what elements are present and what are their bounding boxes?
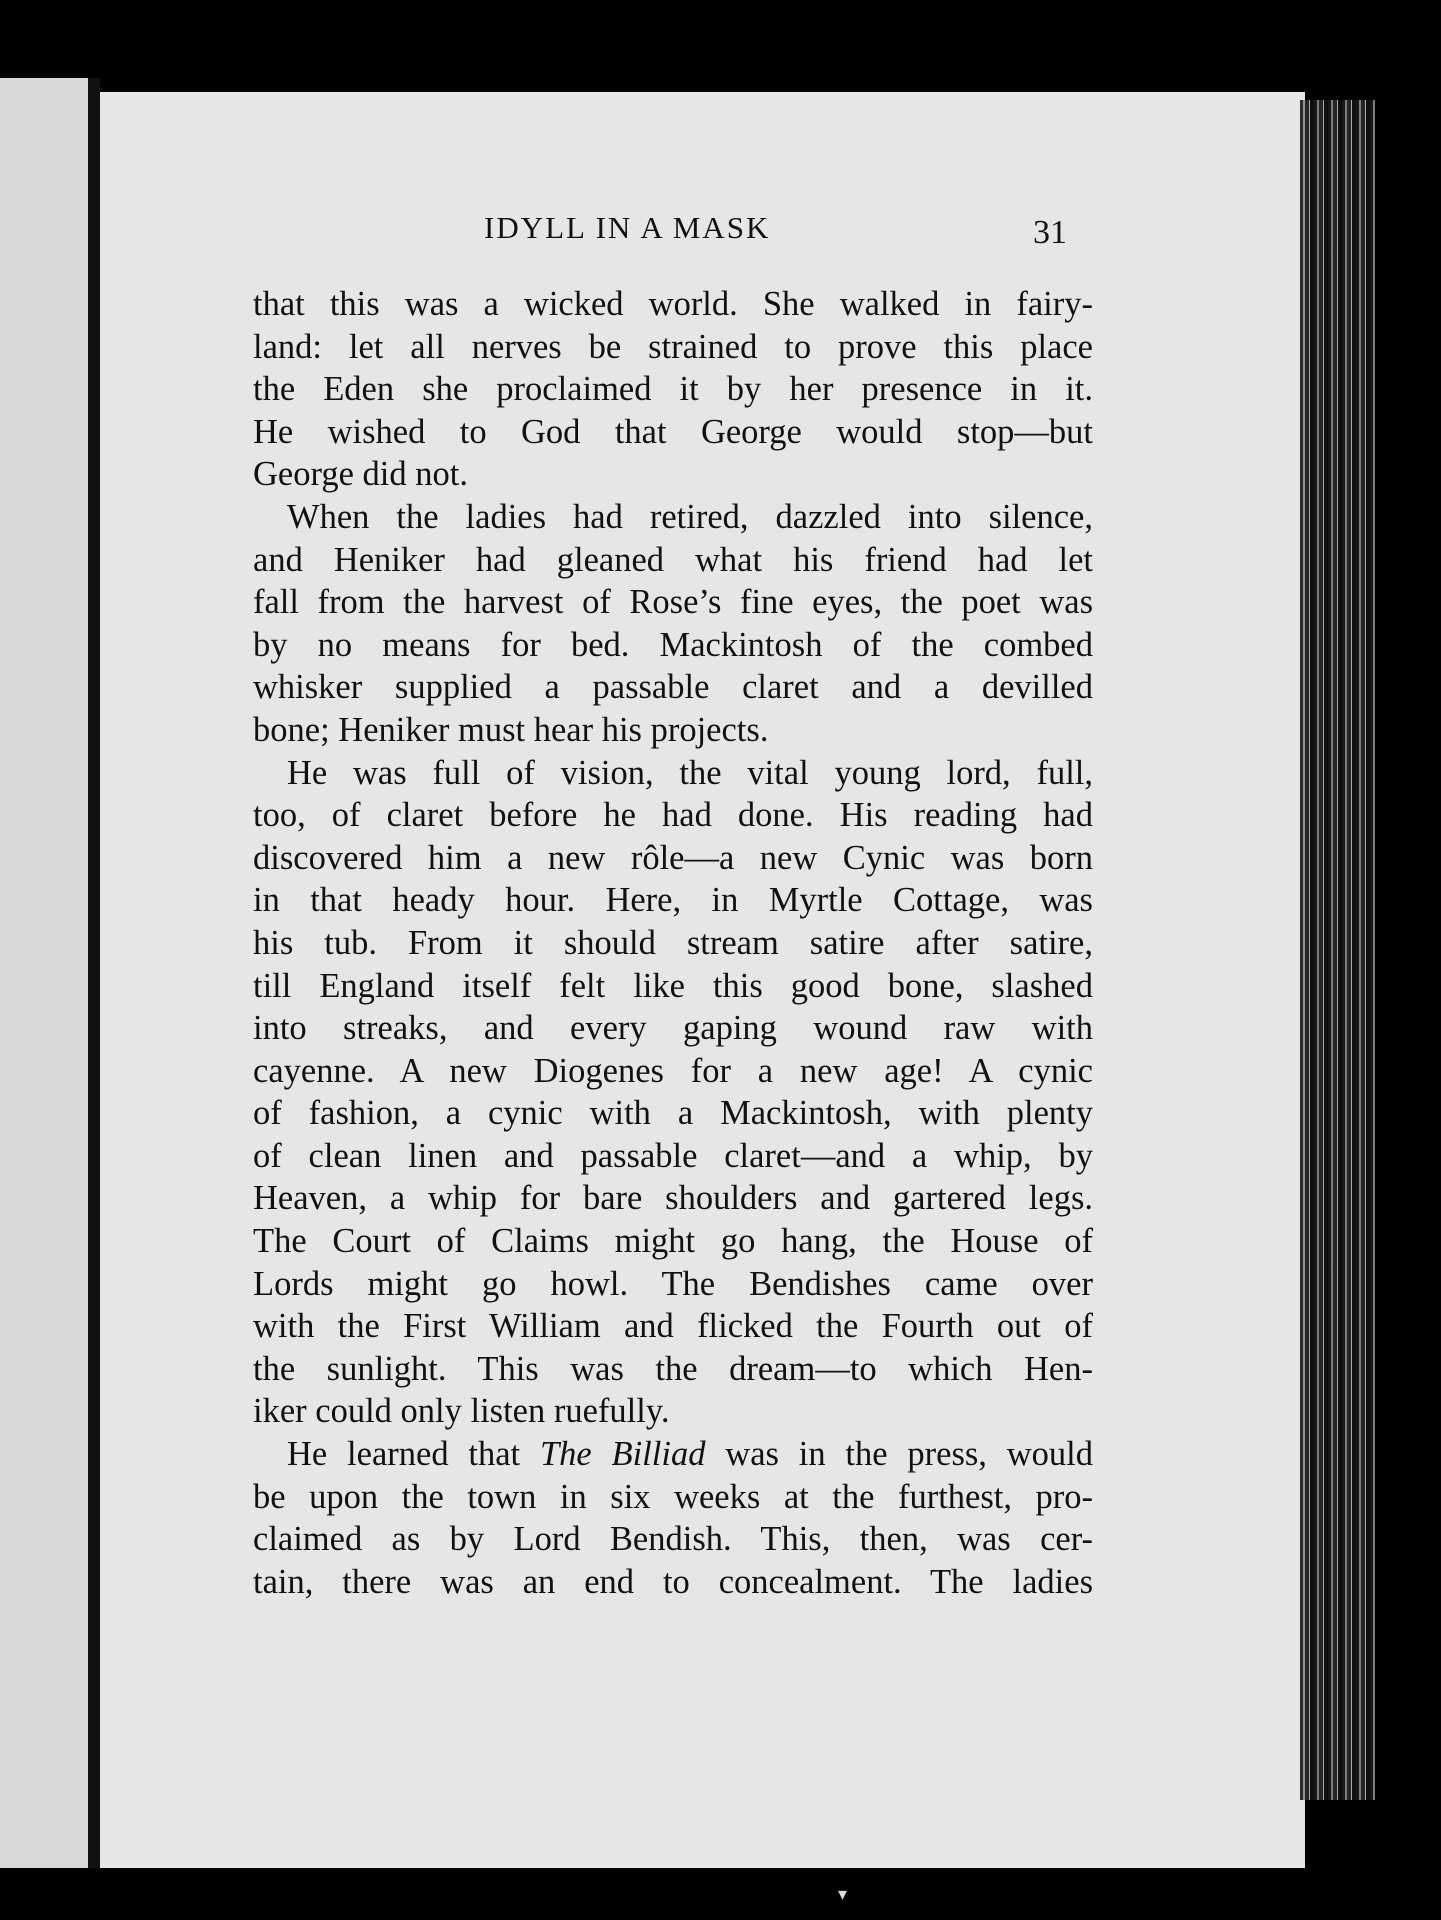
text-fragment: He learned that bbox=[287, 1435, 540, 1474]
text-line: in that heady hour. Here, in Myrtle Cottage, was bbox=[253, 881, 1093, 920]
text-line: be upon the town in six weeks at the furthest, pro- bbox=[253, 1477, 1093, 1516]
text-line: When the ladies had retired, dazzled into silence, bbox=[287, 497, 1093, 536]
text-line: He wished to God that George would stop—but bbox=[253, 412, 1093, 451]
text-line: Heaven, a whip for bare shoulders and gartered legs. bbox=[253, 1179, 1093, 1218]
text-line: discovered him a new rôle—a new Cynic was born bbox=[253, 838, 1093, 877]
running-title: IDYLL IN A MASK bbox=[484, 210, 771, 245]
text-line: bone; Heniker must hear his projects. bbox=[253, 710, 769, 749]
text-line: whisker supplied a passable claret and a devilled bbox=[253, 668, 1093, 707]
text-line: too, of claret before he had done. His reading had bbox=[253, 796, 1093, 835]
page-block-edge bbox=[1300, 100, 1375, 1800]
text-line: The Court of Claims might go hang, the House of bbox=[253, 1222, 1093, 1261]
text-line bbox=[253, 1433, 1093, 1476]
text-line: claimed as by Lord Bendish. This, then, was cer- bbox=[253, 1520, 1093, 1559]
text-line: of clean linen and passable claret—and a whip, by bbox=[253, 1136, 1093, 1175]
text-line: George did not. bbox=[253, 455, 468, 494]
text-line: fall from the harvest of Rose’s fine eyes, the poet was bbox=[253, 583, 1093, 622]
text-line: that this was a wicked world. She walked in fairy- bbox=[253, 285, 1093, 323]
text-line: tain, there was an end to concealment. The ladies bbox=[253, 1562, 1093, 1601]
text-line: by no means for bed. Mackintosh of the combed bbox=[253, 625, 1093, 664]
text-line: land: let all nerves be strained to prove this place bbox=[253, 327, 1093, 366]
facing-page-edge bbox=[0, 78, 95, 1868]
text-line: cayenne. A new Diogenes for a new age! A cynic bbox=[253, 1051, 1093, 1090]
text-line: his tub. From it should stream satire after satire, bbox=[253, 923, 1093, 962]
gutter-shadow bbox=[88, 78, 100, 1868]
text-line: with the First William and flicked the Fourth out of bbox=[253, 1307, 1093, 1346]
scan-speck: ▾ bbox=[838, 1884, 848, 1905]
text-fragment: was in the press, would bbox=[705, 1435, 1093, 1474]
text-line: into streaks, and every gaping wound raw with bbox=[253, 1009, 1093, 1048]
text-line: iker could only listen ruefully. bbox=[253, 1392, 670, 1431]
text-line: the sunlight. This was the dream—to which Hen- bbox=[253, 1349, 1093, 1388]
page-number: 31 bbox=[1033, 214, 1067, 251]
text-line: Lords might go howl. The Bendishes came over bbox=[253, 1264, 1093, 1303]
text-line: He was full of vision, the vital young lord, full, bbox=[287, 753, 1093, 792]
text-line: till England itself felt like this good bone, slashed bbox=[253, 966, 1093, 1005]
text-line: the Eden she proclaimed it by her presence in it. bbox=[253, 370, 1093, 409]
body-text bbox=[253, 283, 1093, 1603]
text-line: of fashion, a cynic with a Mackintosh, with plenty bbox=[253, 1094, 1093, 1133]
book-title-italic: The Billiad bbox=[539, 1435, 706, 1474]
text-line: and Heniker had gleaned what his friend had let bbox=[253, 540, 1093, 579]
